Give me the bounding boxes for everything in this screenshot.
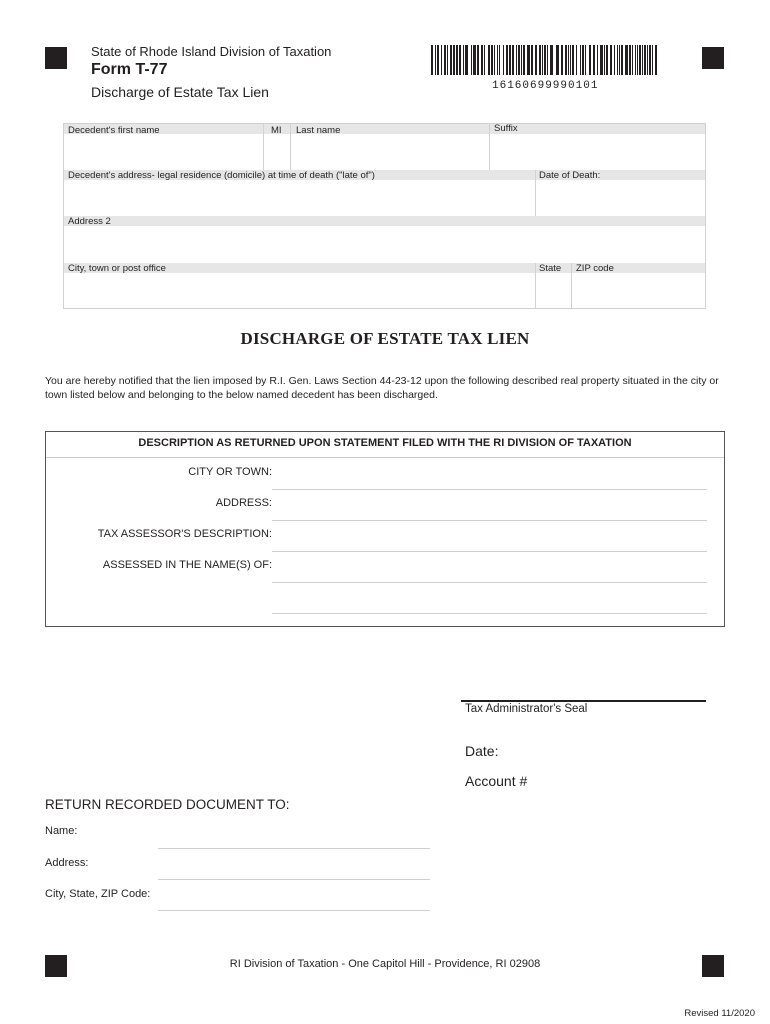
last-name-field[interactable]: [291, 134, 489, 170]
assessor-description-line[interactable]: [272, 551, 707, 552]
form-number: Form T-77: [91, 61, 168, 78]
return-name-label: Name:: [45, 825, 78, 837]
property-address-line[interactable]: [272, 520, 707, 521]
seal-line: [461, 700, 706, 702]
main-heading: DISCHARGE OF ESTATE TAX LIEN: [240, 329, 530, 348]
address2-field[interactable]: [64, 226, 706, 263]
city-or-town-label: CITY OR TOWN:: [188, 466, 272, 478]
form-subtitle: Discharge of Estate Tax Lien: [91, 84, 269, 100]
zip-field[interactable]: [572, 273, 706, 309]
property-description-box: [45, 431, 725, 627]
address-field[interactable]: [64, 180, 535, 216]
account-label: Account #: [465, 773, 528, 789]
return-name-field[interactable]: [158, 848, 430, 849]
mi-field[interactable]: [264, 134, 290, 170]
assessor-description-label: TAX ASSESSOR'S DESCRIPTION:: [97, 528, 272, 540]
footer-address: RI Division of Taxation - One Capitol Hill - Providence, RI 02908: [229, 958, 541, 970]
suffix-field[interactable]: [490, 134, 706, 170]
state-field[interactable]: [536, 273, 571, 309]
notice-text: You are hereby notified that the lien imposed by R.I. Gen. Laws Section 44-23-12 upon the following described real property situated in the city or town listed below and belonging to the below named decedent has been discharged.: [45, 375, 719, 401]
assessed-name-label: ASSESSED IN THE NAME(S) OF:: [102, 559, 272, 571]
first-name-field[interactable]: [64, 134, 263, 170]
barcode-icon: [431, 45, 661, 75]
first-name-label: Decedent's first name: [68, 125, 160, 136]
zip-label: ZIP code: [576, 263, 614, 274]
suffix-label: Suffix: [494, 123, 518, 134]
description-header: DESCRIPTION AS RETURNED UPON STATEMENT FILED WITH THE RI DIVISION OF TAXATION: [46, 432, 724, 458]
label-band: [64, 124, 705, 134]
return-title: RETURN RECORDED DOCUMENT TO:: [45, 797, 290, 812]
return-address-label: Address:: [45, 857, 89, 869]
date-of-death-field[interactable]: [536, 180, 706, 216]
mi-label: MI: [271, 125, 282, 136]
address-label: Decedent's address- legal residence (domicile) at time of death ("late of"): [68, 170, 375, 181]
address2-label: Address 2: [68, 216, 111, 227]
barcode-number: 16160699990101: [492, 80, 599, 92]
return-address-field[interactable]: [158, 879, 430, 880]
date-of-death-label: Date of Death:: [539, 170, 601, 181]
agency-name: State of Rhode Island Division of Taxation: [91, 44, 332, 59]
date-label: Date:: [465, 743, 499, 759]
registration-mark-top-right: [702, 47, 724, 69]
label-band: [64, 216, 705, 226]
city-field[interactable]: [64, 273, 535, 309]
registration-mark-top-left: [45, 47, 67, 69]
decedent-info-box: [63, 123, 706, 309]
last-name-label: Last name: [296, 125, 341, 136]
assessed-name-line-2[interactable]: [272, 613, 707, 614]
city-label: City, town or post office: [68, 263, 166, 274]
return-city-field[interactable]: [158, 910, 430, 911]
assessed-name-line[interactable]: [272, 582, 707, 583]
city-or-town-line[interactable]: [272, 489, 707, 490]
seal-label: Tax Administrator's Seal: [465, 703, 588, 715]
revision-date: Revised 11/2020: [684, 1008, 755, 1019]
property-address-label: ADDRESS:: [215, 497, 272, 509]
state-label: State: [539, 263, 562, 274]
return-city-label: City, State, ZIP Code:: [45, 888, 151, 900]
